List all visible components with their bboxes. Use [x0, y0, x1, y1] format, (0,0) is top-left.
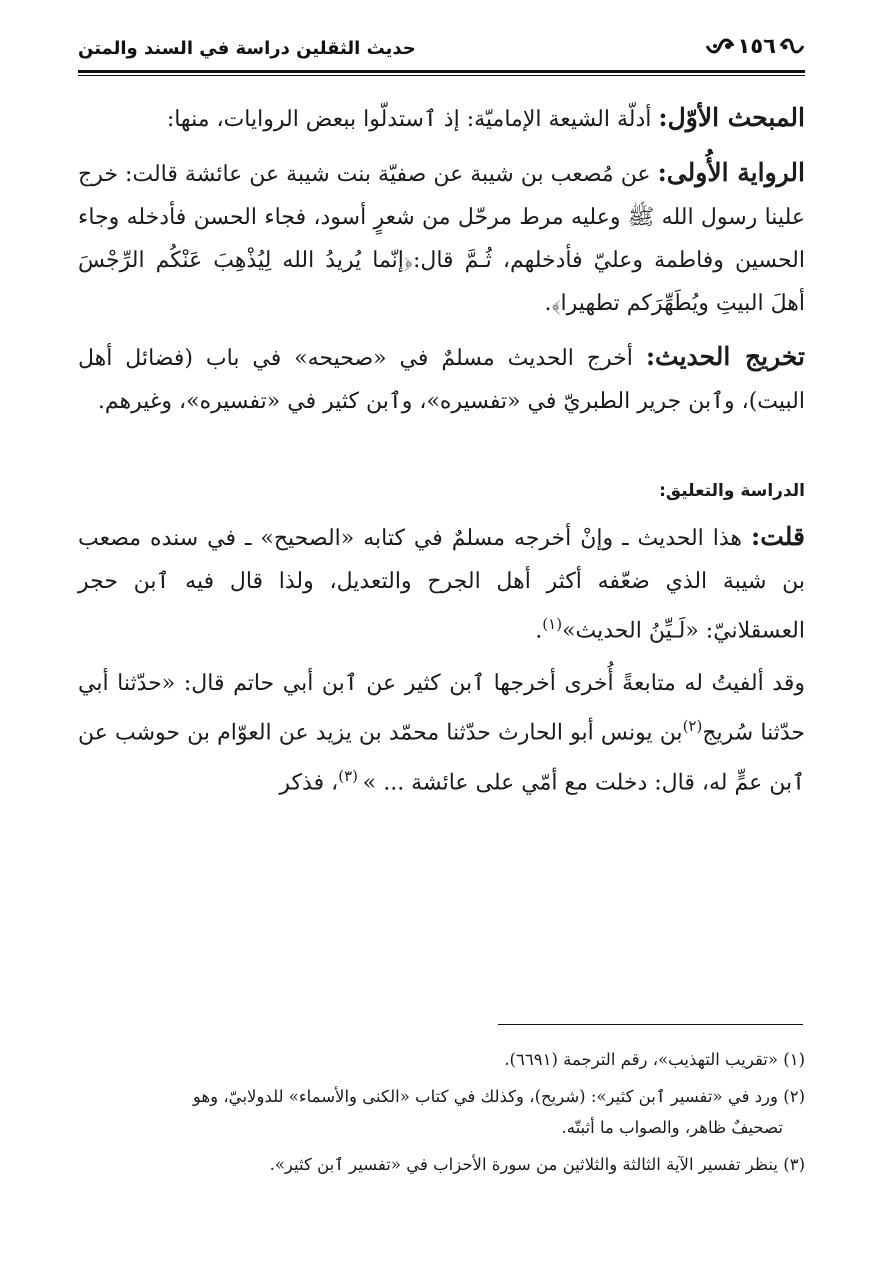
- footnote-ref-1[interactable]: (١): [542, 615, 563, 633]
- footnotes: [78, 1044, 805, 1186]
- paragraph-text: عن مُصعب بن شيبة عن صفيّة بنت شيبة عن عائشة قالت: خرج علينا رسول الله ﷺ وعليه مرط مرحّل من شعرٍ أسود، فجاء الحسن فأدخله وجاء الحسين وفاطمة وعليّ فأدخلهم، ثُـمَّ قال:﴿إنّما يُريدُ الله لِيُذْهِبَ عَنْكُم الرِّجْسَ أهلَ البيتِ ويُطَهِّرَكم تطهيرا﴾.: [78, 162, 805, 316]
- paragraph-text: بن يونس أبو الحارث حدّثنا محمّد بن يزيد عن العوّام بن حوشب عن ٱبن عمٍّ له، قال: دخلت مع أمّي على عائشة ... »: [78, 720, 805, 795]
- paragraph-text: ، فذكر: [279, 769, 339, 795]
- footnote-text: ورد في «تفسير ٱبن كثير»: (شريح)، وكذلك في كتاب «الكنى والأسماء» للدولابيّ، وهو: [192, 1087, 778, 1106]
- page-number-ornament: [705, 34, 805, 58]
- footnote-ref-2[interactable]: (٢): [682, 717, 703, 736]
- footnote-2-continued: تصحيفٌ ظاهر، والصواب ما أثبتّه.: [561, 1118, 783, 1137]
- footnote-number: (١): [783, 1050, 805, 1069]
- footnote-2: [78, 1081, 805, 1112]
- footnote-3: [78, 1149, 805, 1180]
- header-rule-thin: [78, 75, 805, 76]
- paragraph-section-heading: [78, 96, 805, 141]
- paragraph-takhrij: [78, 335, 805, 423]
- running-title: حديث الثقلين دراسة في السند والمتن: [78, 38, 416, 59]
- main-text: [78, 96, 805, 804]
- paragraph-text: وقد ألفيتُ له متابعةً أُخرى أخرجها ٱبن كثير عن ٱبن أبي حاتم قال: «حدّثنا أبي حدّثنا سُريج: [78, 671, 805, 746]
- footnote-text: ينظر تفسير الآية الثالثة والثلاثين من سورة الأحزاب في «تفسير ٱبن كثير».: [269, 1155, 778, 1174]
- footnote-number: (٣): [783, 1155, 805, 1174]
- paragraph-first-narration: [78, 151, 805, 325]
- paragraph-tail: .: [535, 618, 543, 644]
- footnote-ref-3[interactable]: (٣): [338, 766, 363, 785]
- paragraph-mutaba: [78, 662, 805, 804]
- footnote-text: «تقريب التهذيب»، رقم الترجمة (٦٦٩١).: [504, 1050, 778, 1069]
- section-heading: الدراسة والتعليق:: [659, 481, 805, 501]
- footnote-separator: [498, 1024, 803, 1025]
- paragraph-text: أدلّة الشيعة الإماميّة: إذ ٱستدلّوا ببعض الروايات، منها:: [166, 107, 659, 132]
- paragraph-lead: الرواية الأُولى:: [657, 158, 805, 187]
- header-rule: [78, 70, 805, 73]
- paragraph-lead: المبحث الأوّل:: [658, 103, 805, 132]
- page-header: [78, 34, 805, 74]
- footnote-1: [78, 1044, 805, 1075]
- paragraph-lead: قلت:: [750, 522, 805, 551]
- paragraph-commentary: [78, 515, 805, 652]
- paragraph-lead: تخريج الحديث:: [645, 342, 806, 371]
- footnote-number: (٢): [783, 1087, 805, 1106]
- page-number: ١٥٦: [737, 34, 776, 58]
- paragraph-text: هذا الحديث ـ وإنْ أخرجه مسلمٌ في كتابه «الصحيح» ـ في سنده مصعب بن شيبة الذي ضعّفه أكثر أهل الجرح والتعديل، ولذا قال فيه ٱبن حجر العسقلانيّ: «لَـيِّنُ الحديث»: [78, 526, 805, 644]
- right-ornament-icon: [705, 37, 735, 55]
- left-ornament-icon: [779, 37, 805, 55]
- paragraph-text: أخرج الحديث مسلمٌ في «صحيحه» في باب (فضائل أهل البيت)، وٱبن جرير الطبريّ في «تفسيره»، وٱبن كثير في «تفسيره»، وغيرهم.: [78, 346, 805, 414]
